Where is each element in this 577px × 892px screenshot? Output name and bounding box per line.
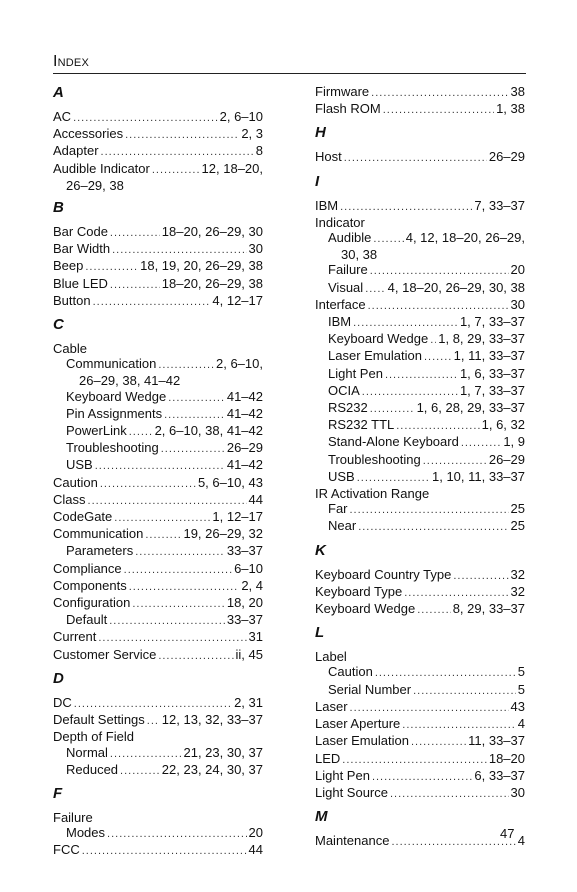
entry-pages: 26–29	[488, 451, 525, 467]
entry-term: Label	[315, 649, 347, 665]
index-entry	[53, 161, 263, 193]
entry-pages: 4, 12–17	[212, 292, 263, 308]
entry-pages: 21, 23, 30, 37	[183, 744, 263, 760]
entry-pages: 44	[248, 842, 263, 858]
entry-pages: 18–20	[488, 750, 525, 766]
entry-pages: 2, 4	[241, 577, 263, 593]
dot-leader	[100, 477, 196, 492]
entry-pages: 30	[510, 296, 525, 312]
entry-pages: 32	[510, 583, 525, 599]
entry-term: Accessories	[53, 126, 124, 142]
entry-term: Bar Width	[53, 241, 111, 257]
dot-leader	[110, 747, 182, 762]
index-entry	[315, 215, 525, 230]
index-subentry	[315, 348, 525, 365]
entry-term: Reduced	[66, 761, 119, 777]
entry-term: Flash ROM	[315, 101, 381, 117]
entry-term: Caution	[328, 664, 373, 680]
entry-pages: 18–20, 26–29, 30	[161, 224, 263, 240]
dot-leader	[152, 163, 200, 178]
dot-leader	[125, 128, 239, 143]
entry-term: OCIA	[328, 382, 360, 398]
index-entry	[53, 509, 263, 526]
dot-leader	[114, 511, 210, 526]
dot-leader	[402, 718, 515, 733]
entry-term: Interface	[315, 296, 366, 312]
entry-term: Light Pen	[328, 365, 383, 381]
index-subentry	[53, 762, 263, 779]
entry-term: Adapter	[53, 143, 99, 159]
dot-leader	[110, 226, 160, 241]
entry-pages: 8	[255, 143, 263, 159]
dot-leader	[350, 503, 509, 518]
entry-term: Light Source	[315, 784, 388, 800]
dot-leader	[391, 835, 515, 850]
dot-leader	[372, 770, 472, 785]
entry-pages: 1, 6, 28, 29, 33–37	[416, 400, 525, 416]
dot-leader	[147, 714, 160, 729]
dot-leader	[158, 358, 214, 373]
entry-pages-continued: 26–29, 38	[66, 177, 124, 193]
dot-leader	[461, 436, 502, 451]
entry-term: Serial Number	[328, 681, 412, 697]
dot-leader	[365, 282, 385, 297]
entry-pages: 1, 8, 29, 33–37	[438, 331, 525, 347]
entry-pages: 1, 6, 33–37	[459, 365, 525, 381]
entry-term: Cable	[53, 341, 87, 357]
dot-leader	[404, 586, 508, 601]
entry-term: Parameters	[66, 543, 134, 559]
index-entry	[53, 224, 263, 241]
entry-term: Depth of Field	[53, 729, 134, 745]
dot-leader	[396, 419, 479, 434]
entry-pages: 2, 3	[241, 126, 263, 142]
index-subentry	[315, 682, 525, 699]
entry-pages: 41–42	[226, 405, 263, 421]
dot-leader	[385, 368, 458, 383]
entry-term: Near	[328, 518, 357, 534]
entry-term: Keyboard Wedge	[328, 331, 429, 347]
entry-term: Laser Aperture	[315, 716, 401, 732]
entry-term: Current	[53, 629, 97, 645]
index-entry	[53, 712, 263, 729]
dot-leader	[430, 333, 436, 348]
dot-leader	[344, 151, 487, 166]
entry-term: Failure	[53, 809, 93, 825]
index-subentry	[53, 543, 263, 560]
entry-term: RS232 TTL	[328, 417, 395, 433]
dot-leader	[370, 402, 415, 417]
section-letter: K	[315, 541, 326, 559]
entry-term: USB	[328, 468, 355, 484]
index-subentry	[315, 314, 525, 331]
entry-pages: 1, 11, 33–37	[453, 348, 525, 364]
entry-term: Keyboard Country Type	[315, 566, 452, 582]
index-subentry	[315, 434, 525, 451]
entry-term: Communication	[66, 356, 157, 372]
dot-leader	[85, 260, 138, 275]
index-entry	[53, 241, 263, 258]
index-subentry	[53, 440, 263, 457]
index-entry	[315, 567, 525, 584]
section-letter: B	[53, 199, 64, 217]
entry-term: Default Settings	[53, 712, 145, 728]
index-subentry	[315, 501, 525, 518]
entry-pages: 1, 12–17	[212, 509, 263, 525]
entry-term: RS232	[328, 400, 368, 416]
entry-pages: 32	[510, 566, 525, 582]
entry-term: Troubleshooting	[328, 451, 421, 467]
dot-leader	[132, 597, 225, 612]
entry-pages: 1, 7, 33–37	[459, 314, 525, 330]
entry-pages: 1, 6, 32	[481, 417, 525, 433]
entry-term: Normal	[66, 744, 108, 760]
section-letter: D	[53, 669, 64, 687]
index-subentry	[315, 383, 525, 400]
entry-pages: 26–29	[488, 149, 525, 165]
entry-term: Audible Indicator	[53, 160, 150, 176]
dot-leader	[164, 408, 225, 423]
dot-leader	[124, 563, 232, 578]
dot-leader	[383, 103, 494, 118]
entry-term: USB	[66, 457, 93, 473]
entry-pages-continued: 26–29, 38, 41–42	[79, 373, 181, 389]
section-letter: C	[53, 316, 64, 334]
entry-pages: 30	[248, 241, 263, 257]
dot-leader	[93, 295, 211, 310]
entry-pages: 44	[248, 491, 263, 507]
entry-term: CodeGate	[53, 509, 113, 525]
index-entry	[53, 492, 263, 509]
dot-leader	[88, 494, 247, 509]
index-entry	[53, 729, 263, 744]
page-number: 47	[500, 826, 515, 841]
dot-leader	[161, 442, 225, 457]
index-entry	[53, 526, 263, 543]
dot-leader	[109, 614, 225, 629]
index-entry	[315, 84, 525, 101]
dot-leader	[82, 844, 247, 859]
entry-term: Configuration	[53, 595, 131, 611]
entry-pages: 12, 13, 32, 33–37	[161, 712, 263, 728]
entry-term: Far	[328, 501, 348, 517]
entry-term: Bar Code	[53, 224, 108, 240]
index-entry	[315, 584, 525, 601]
entry-term: Caution	[53, 474, 98, 490]
entry-pages: 18, 20	[226, 595, 263, 611]
index-entry	[315, 297, 525, 314]
index-subentry	[53, 612, 263, 629]
entry-term: Troubleshooting	[66, 440, 159, 456]
entry-pages: 22, 23, 24, 30, 37	[161, 761, 263, 777]
entry-pages: 1, 10, 11, 33–37	[431, 468, 525, 484]
entry-pages: 2, 6–10, 38, 41–42	[154, 423, 263, 439]
index-entry	[315, 101, 525, 118]
dot-leader	[368, 299, 509, 314]
index-entry	[315, 751, 525, 768]
dot-leader	[362, 385, 458, 400]
index-entry	[53, 276, 263, 293]
dot-leader	[110, 278, 160, 293]
index-subentry	[53, 406, 263, 423]
entry-pages: 41–42	[226, 457, 263, 473]
entry-term: Communication	[53, 526, 144, 542]
entry-term: LED	[315, 750, 341, 766]
entry-term: Laser	[315, 698, 348, 714]
entry-pages: 6–10	[234, 560, 263, 576]
entry-pages: 20	[510, 262, 525, 278]
index-entry	[53, 475, 263, 492]
dot-leader	[129, 580, 240, 595]
index-subentry	[315, 331, 525, 348]
section-letter: F	[53, 784, 63, 802]
index-subentry	[315, 469, 525, 486]
index-entry	[53, 810, 263, 825]
entry-pages: 41–42	[226, 388, 263, 404]
index-entry	[315, 833, 525, 850]
dot-leader	[112, 243, 246, 258]
dot-leader	[358, 520, 508, 535]
entry-term: PowerLink	[66, 423, 127, 439]
entry-term: Button	[53, 292, 91, 308]
section-letter: M	[315, 808, 328, 826]
entry-pages: 33–37	[226, 612, 263, 628]
index-entry	[53, 293, 263, 310]
entry-term: Light Pen	[315, 767, 370, 783]
dot-leader	[373, 232, 403, 247]
entry-term: Blue LED	[53, 275, 108, 291]
dot-leader	[101, 145, 254, 160]
entry-pages: 4	[517, 833, 525, 849]
dot-leader	[371, 86, 508, 101]
dot-leader	[342, 753, 487, 768]
dot-leader	[158, 649, 233, 664]
entry-pages: 25	[510, 518, 525, 534]
entry-pages: 2, 31	[234, 694, 263, 710]
entry-pages: 33–37	[226, 543, 263, 559]
index-entry	[53, 595, 263, 612]
entry-term: AC	[53, 109, 72, 124]
index-subentry	[315, 518, 525, 535]
index-entry	[315, 486, 525, 501]
index-entry	[315, 733, 525, 750]
index-subentry	[53, 423, 263, 440]
index-entry	[315, 785, 525, 802]
entry-pages-continued: 30, 38	[341, 247, 378, 263]
index-subentry	[53, 745, 263, 762]
dot-leader	[107, 827, 247, 842]
index-subentry	[315, 400, 525, 417]
entry-pages: 6, 33–37	[474, 767, 525, 783]
index-entry	[315, 699, 525, 716]
dot-leader	[390, 787, 509, 802]
entry-pages: 7, 33–37	[474, 197, 525, 213]
dot-leader	[423, 454, 487, 469]
entry-term: Keyboard Wedge	[66, 388, 167, 404]
dot-leader	[411, 735, 466, 750]
entry-term: Keyboard Wedge	[315, 601, 416, 617]
entry-pages: 20	[248, 825, 263, 841]
dot-leader	[135, 545, 225, 560]
entry-pages: 43	[510, 698, 525, 714]
entry-pages: 11, 33–37	[468, 733, 525, 749]
index-subentry	[53, 457, 263, 474]
entry-term: Default	[66, 612, 108, 628]
entry-pages: 1, 9	[503, 434, 525, 450]
index-entry	[53, 109, 263, 126]
entry-term: Keyboard Type	[315, 583, 403, 599]
entry-pages: 5, 6–10, 43	[197, 474, 263, 490]
entry-term: Stand-Alone Keyboard	[328, 434, 459, 450]
dot-leader	[453, 569, 508, 584]
dot-leader	[370, 264, 509, 279]
index-entry	[315, 716, 525, 733]
entry-pages: 4	[517, 716, 525, 732]
entry-pages: 19, 26–29, 32	[183, 526, 263, 542]
entry-pages: 5	[517, 664, 525, 680]
index-entry	[53, 647, 263, 664]
entry-term: Indicator	[315, 214, 365, 230]
section-letter: L	[315, 624, 325, 642]
index-entry	[53, 561, 263, 578]
dot-leader	[424, 350, 452, 365]
index-entry	[315, 649, 525, 664]
index-entry	[53, 695, 263, 712]
entry-term: Components	[53, 577, 127, 593]
section-letter: A	[53, 84, 64, 101]
dot-leader	[98, 631, 246, 646]
dot-leader	[129, 425, 153, 440]
entry-pages: ii, 45	[235, 646, 263, 662]
index-entry	[315, 149, 525, 166]
index-entry	[53, 578, 263, 595]
entry-pages: 30	[510, 784, 525, 800]
index-subentry	[315, 417, 525, 434]
entry-term: Beep	[53, 258, 84, 274]
dot-leader	[353, 316, 458, 331]
index-subentry	[315, 280, 525, 297]
entry-term: Host	[315, 149, 342, 165]
header-rule	[53, 73, 526, 74]
index-entry	[53, 258, 263, 275]
dot-leader	[413, 684, 516, 699]
entry-pages: 12, 18–20,	[201, 160, 263, 176]
dot-leader	[340, 200, 472, 215]
page-title: Index	[53, 53, 90, 70]
dot-leader	[73, 111, 218, 126]
index-entry	[53, 143, 263, 160]
entry-term: Pin Assignments	[66, 405, 163, 421]
section-letter: I	[315, 172, 320, 190]
dot-leader	[168, 391, 225, 406]
entry-pages: 8, 29, 33–37	[452, 601, 525, 617]
entry-term: Laser Emulation	[315, 733, 409, 749]
entry-pages: 31	[248, 629, 263, 645]
entry-term: Audible	[328, 230, 372, 246]
entry-term: FCC	[53, 842, 80, 858]
index-subentry	[53, 389, 263, 406]
entry-term: IBM	[328, 314, 352, 330]
dot-leader	[120, 764, 160, 779]
index-subentry	[315, 452, 525, 469]
entry-pages: 1, 38	[496, 101, 525, 117]
index-entry	[315, 768, 525, 785]
entry-term: Class	[53, 491, 86, 507]
index-entry	[315, 198, 525, 215]
entry-pages: 26–29	[226, 440, 263, 456]
index-entry	[53, 842, 263, 859]
entry-term: IR Activation Range	[315, 486, 430, 502]
entry-pages: 2, 6–10,	[216, 356, 263, 372]
entry-pages: 25	[510, 501, 525, 517]
index-subentry	[53, 825, 263, 842]
entry-pages: 18, 19, 20, 26–29, 38	[140, 258, 263, 274]
index-entry	[53, 341, 263, 356]
dot-leader	[375, 666, 516, 681]
dot-leader	[74, 697, 232, 712]
index-entry	[315, 601, 525, 618]
entry-term: Modes	[66, 825, 106, 841]
index-column-right	[315, 84, 525, 850]
entry-pages: 2, 6–10	[219, 109, 263, 124]
dot-leader	[417, 603, 450, 618]
index-subentry	[315, 230, 525, 262]
entry-term: Firmware	[315, 84, 370, 99]
index-subentry	[53, 356, 263, 388]
index-entry	[53, 629, 263, 646]
entry-term: Failure	[328, 262, 368, 278]
index-subentry	[315, 664, 525, 681]
entry-pages: 4, 12, 18–20, 26–29,	[405, 230, 525, 246]
entry-term: Customer Service	[53, 646, 157, 662]
dot-leader	[145, 528, 181, 543]
entry-term: Maintenance	[315, 833, 390, 849]
entry-term: IBM	[315, 197, 339, 213]
entry-term: Visual	[328, 279, 364, 295]
entry-term: Compliance	[53, 560, 122, 576]
section-letter: H	[315, 124, 326, 142]
entry-pages: 18–20, 26–29, 38	[161, 275, 263, 291]
index-entry	[53, 126, 263, 143]
dot-leader	[95, 459, 225, 474]
index-subentry	[315, 366, 525, 383]
entry-pages: 4, 18–20, 26–29, 30, 38	[387, 279, 525, 295]
index-column-left	[53, 84, 263, 860]
entry-term: Laser Emulation	[328, 348, 422, 364]
entry-term: DC	[53, 694, 72, 710]
dot-leader	[357, 471, 430, 486]
index-subentry	[315, 262, 525, 279]
entry-pages: 5	[517, 681, 525, 697]
dot-leader	[350, 701, 509, 716]
entry-pages: 38	[510, 84, 525, 99]
entry-pages: 1, 7, 33–37	[459, 382, 525, 398]
